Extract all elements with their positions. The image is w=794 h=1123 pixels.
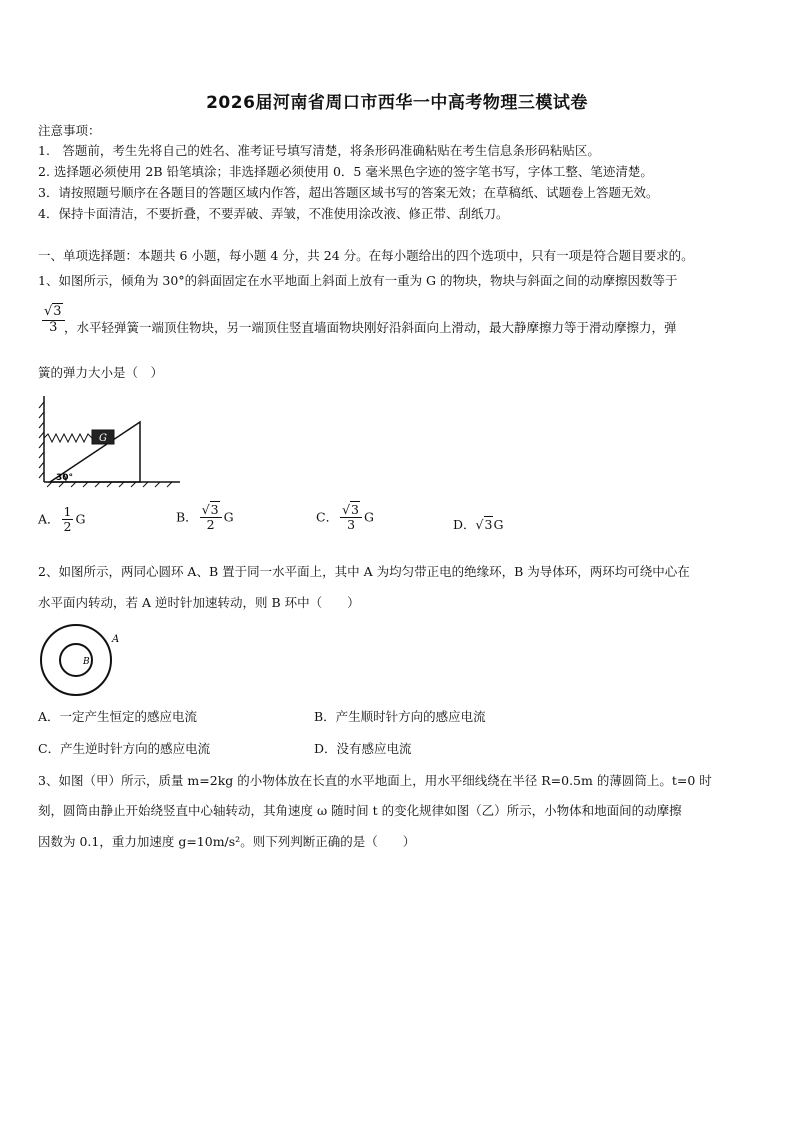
- q1-option-d[interactable]: D．√3G: [453, 517, 504, 532]
- q2-line-2: 水平面内转动，若 A 逆时针加速转动，则 B 环中（ ）: [38, 595, 360, 610]
- q1-line-3: 簧的弹力大小是（ ）: [38, 365, 164, 380]
- q3-line-3: 因数为 0.1，重力加速度 g=10m/s²。则下列判断正确的是（ ）: [38, 834, 416, 849]
- notice-item-4: 4．保持卡面清洁，不要折叠，不要弄破、弄皱，不准使用涂改液、修正带、刮纸刀。: [38, 206, 509, 221]
- q1-line-1: 1、如图所示，倾角为 30°的斜面固定在水平地面上斜面上放有一重为 G 的物块，物块与斜面之间的动摩擦因数等于: [38, 273, 678, 288]
- q2-fig-label-a: A: [112, 634, 120, 645]
- q2-option-c[interactable]: C．产生逆时针方向的感应电流: [38, 741, 211, 756]
- q1-option-c[interactable]: C． $\frac{√3}{3}$ G: [316, 502, 374, 533]
- q1-line-2: ，水平轻弹簧一端顶住物块，另一端顶住竖直墙面物块刚好沿斜面向上滑动，最大静摩擦力等于滑动摩擦力，弹: [64, 320, 677, 335]
- q1-option-a[interactable]: A． $\frac{1}{2}$ G: [38, 504, 86, 535]
- q1-frac-num: 3: [53, 304, 62, 319]
- q2-option-d[interactable]: D．没有感应电流: [314, 741, 412, 756]
- notice-item-1: 1. 答题前，考生先将自己的姓名、准考证号填写清楚，将条形码准确粘贴在考生信息条形码粘贴区。: [38, 143, 600, 158]
- q3-line-1: 3、如图（甲）所示，质量 m=2kg 的小物体放在长直的水平地面上，用水平细线绕在半径 R=0.5m 的薄圆筒上。t=0 时: [38, 773, 712, 788]
- q2-option-a[interactable]: A．一定产生恒定的感应电流: [38, 709, 198, 724]
- section-heading: 一、单项选择题：本题共 6 小题，每小题 4 分，共 24 分。在每小题给出的四个选项中，只有一项是符合题目要求的。: [38, 248, 694, 263]
- notice-heading: 注意事项：: [38, 123, 101, 138]
- exam-title: 2026届河南省周口市西华一中高考物理三模试卷: [206, 93, 588, 113]
- q1-friction-fraction: $\frac{√3}{3}$: [40, 305, 67, 336]
- q3-line-2: 刻，圆筒由静止开始绕竖直中心轴转动，其角速度 ω 随时间 t 的变化规律如图（乙）所示，小物体和地面间的动摩擦: [38, 803, 682, 818]
- q2-line-1: 2、如图所示，两同心圆环 A、B 置于同一水平面上，其中 A 为均匀带正电的绝缘环，B 为导体环，两环均可绕中心在: [38, 564, 690, 579]
- notice-item-3: 3．请按照题号顺序在各题目的答题区域内作答，超出答题区域书写的答案无效；在草稿纸、试题卷上答题无效。: [38, 185, 659, 200]
- q1-frac-den: 3: [49, 319, 58, 335]
- q2-fig-label-b: B: [83, 657, 90, 667]
- q1-option-b[interactable]: B． $\frac{√3}{2}$ G: [176, 502, 234, 533]
- notice-item-2: 2. 选择题必须使用 2B 铅笔填涂；非选择题必须使用 0．5 毫米黑色字迹的签字笔书写，字体工整、笔迹清楚。: [38, 164, 653, 179]
- q1-incline-figure: [36, 392, 186, 488]
- q2-rings-figure: [38, 622, 128, 698]
- q1-fig-angle-label: 30°: [56, 473, 74, 483]
- q2-option-b[interactable]: B．产生顺时针方向的感应电流: [314, 709, 486, 724]
- q1-fig-block-label: G: [99, 433, 107, 444]
